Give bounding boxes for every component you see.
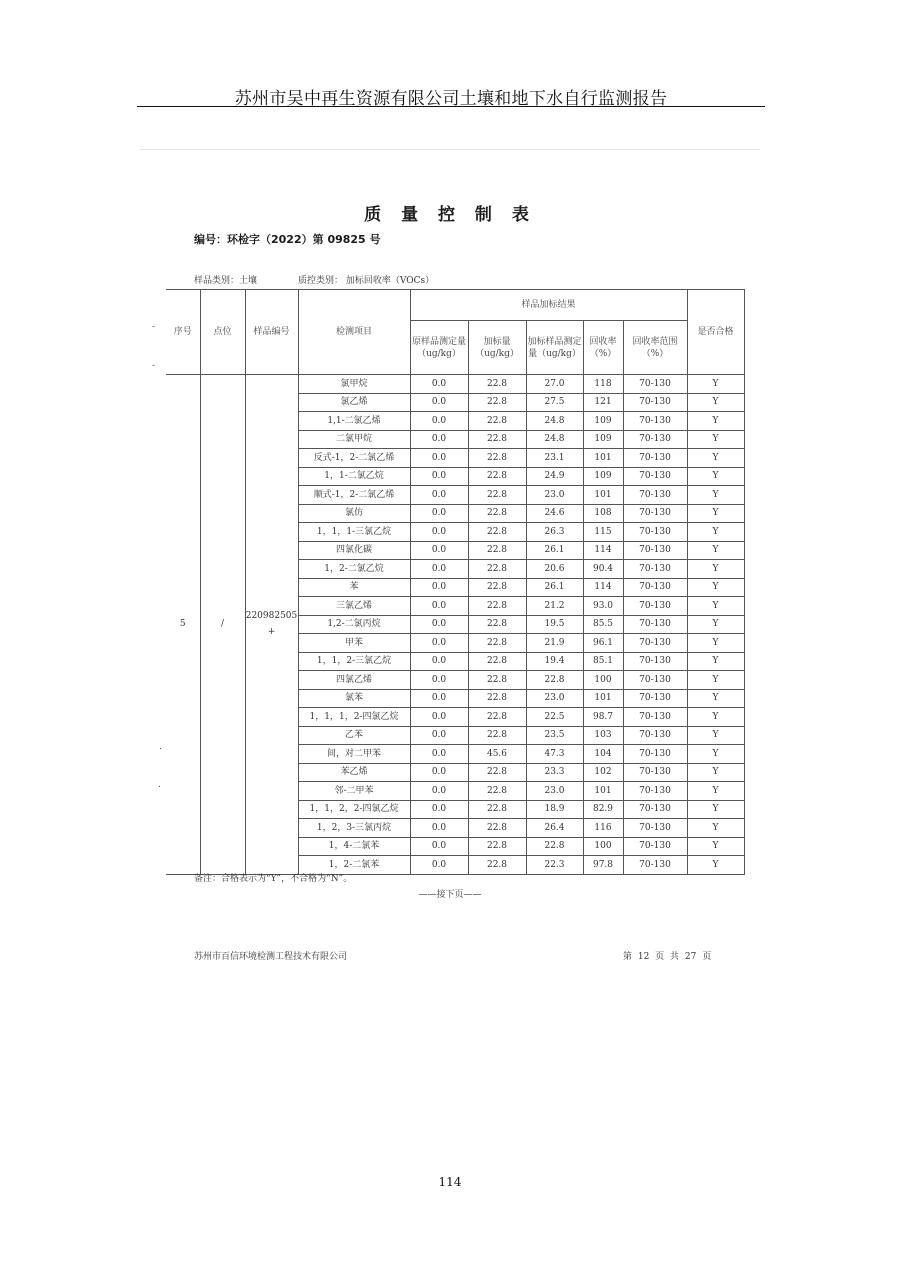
spike-cell: 22.8 (468, 486, 526, 505)
range-cell: 70-130 (623, 726, 687, 745)
pass-cell: Y (687, 856, 744, 875)
spiked-cell: 23.3 (526, 763, 583, 782)
header-spiked: 加标样品测定量（ug/kg） (526, 321, 583, 375)
original-cell: 0.0 (410, 560, 468, 579)
spike-cell: 22.8 (468, 578, 526, 597)
item-cell: 1,1-二氯乙烯 (298, 412, 410, 431)
item-cell: 乙苯 (298, 726, 410, 745)
recovery-cell: 114 (583, 578, 623, 597)
original-cell: 0.0 (410, 393, 468, 412)
pass-cell: Y (687, 486, 744, 505)
spike-cell: 22.8 (468, 541, 526, 560)
recovery-cell: 102 (583, 763, 623, 782)
item-cell: 甲苯 (298, 634, 410, 653)
recovery-cell: 108 (583, 504, 623, 523)
range-cell: 70-130 (623, 782, 687, 801)
pass-cell: Y (687, 597, 744, 616)
spiked-cell: 27.0 (526, 375, 583, 394)
spiked-cell: 22.8 (526, 671, 583, 690)
range-cell: 70-130 (623, 745, 687, 764)
spiked-cell: 23.5 (526, 726, 583, 745)
range-cell: 70-130 (623, 837, 687, 856)
pass-cell: Y (687, 430, 744, 449)
header-item: 检测项目 (298, 290, 410, 375)
spiked-cell: 22.5 (526, 708, 583, 727)
quality-control-table (166, 289, 745, 875)
spiked-cell: 23.0 (526, 486, 583, 505)
range-cell: 70-130 (623, 634, 687, 653)
spike-cell: 22.8 (468, 375, 526, 394)
item-cell: 1，2，3-三氯丙烷 (298, 819, 410, 838)
item-cell: 氯甲烷 (298, 375, 410, 394)
header-recovery: 回收率（%） (583, 321, 623, 375)
recovery-cell: 101 (583, 486, 623, 505)
seq-value: 5 (179, 619, 186, 630)
spike-cell: 22.8 (468, 523, 526, 542)
margin-mark: - (152, 322, 156, 332)
spike-cell: 22.8 (468, 763, 526, 782)
item-cell: 氯仿 (298, 504, 410, 523)
header-seq: 序号 (166, 290, 200, 375)
spiked-cell: 19.4 (526, 652, 583, 671)
item-cell: 三氯乙烯 (298, 597, 410, 616)
original-cell: 0.0 (410, 523, 468, 542)
item-cell: 氯乙烯 (298, 393, 410, 412)
range-cell: 70-130 (623, 819, 687, 838)
pass-cell: Y (687, 449, 744, 468)
pass-cell: Y (687, 726, 744, 745)
spiked-cell: 19.5 (526, 615, 583, 634)
footnote: 备注：合格表示为“Y”，不合格为“N”。 (194, 874, 353, 884)
spiked-cell: 26.1 (526, 541, 583, 560)
item-cell: 邻-二甲苯 (298, 782, 410, 801)
sample-id-cell (245, 375, 298, 875)
spiked-cell: 26.4 (526, 819, 583, 838)
range-cell: 70-130 (623, 597, 687, 616)
spiked-cell: 21.9 (526, 634, 583, 653)
spiked-cell: 27.5 (526, 393, 583, 412)
spike-cell: 22.8 (468, 597, 526, 616)
recovery-cell: 109 (583, 467, 623, 486)
spiked-cell: 23.0 (526, 689, 583, 708)
spike-cell: 22.8 (468, 671, 526, 690)
recovery-cell: 116 (583, 819, 623, 838)
item-cell: 苯乙烯 (298, 763, 410, 782)
pass-cell: Y (687, 800, 744, 819)
margin-mark: . (158, 780, 161, 790)
item-cell: 1，1-二氯乙烷 (298, 467, 410, 486)
original-cell: 0.0 (410, 819, 468, 838)
page-number: 114 (438, 1175, 462, 1189)
original-cell: 0.0 (410, 745, 468, 764)
recovery-cell: 114 (583, 541, 623, 560)
item-cell: 1，2-二氯苯 (298, 856, 410, 875)
seq-cell (166, 375, 200, 875)
range-cell: 70-130 (623, 449, 687, 468)
form-title: 质 量 控 制 表 (364, 205, 536, 225)
original-cell: 0.0 (410, 486, 468, 505)
recovery-cell: 103 (583, 726, 623, 745)
spike-cell: 22.8 (468, 708, 526, 727)
pass-cell: Y (687, 634, 744, 653)
spiked-cell: 20.6 (526, 560, 583, 579)
header-rule (137, 106, 765, 107)
spiked-cell: 24.8 (526, 412, 583, 431)
original-cell: 0.0 (410, 837, 468, 856)
spike-cell: 22.8 (468, 393, 526, 412)
recovery-cell: 100 (583, 671, 623, 690)
range-cell: 70-130 (623, 467, 687, 486)
recovery-cell: 82.9 (583, 800, 623, 819)
pass-cell: Y (687, 615, 744, 634)
pass-cell: Y (687, 782, 744, 801)
item-cell: 1，2-二氯乙烷 (298, 560, 410, 579)
pass-cell: Y (687, 467, 744, 486)
spiked-cell: 18.9 (526, 800, 583, 819)
range-cell: 70-130 (623, 560, 687, 579)
report-header: 苏州市吴中再生资源有限公司土壤和地下水自行监测报告 (234, 89, 668, 109)
pass-cell: Y (687, 819, 744, 838)
recovery-cell: 121 (583, 393, 623, 412)
recovery-cell: 100 (583, 837, 623, 856)
range-cell: 70-130 (623, 375, 687, 394)
range-cell: 70-130 (623, 430, 687, 449)
spike-cell: 22.8 (468, 689, 526, 708)
original-cell: 0.0 (410, 763, 468, 782)
margin-mark: - (152, 361, 156, 371)
recovery-cell: 93.0 (583, 597, 623, 616)
recovery-cell: 96.1 (583, 634, 623, 653)
original-cell: 0.0 (410, 800, 468, 819)
company-name: 苏州市百信环境检测工程技术有限公司 (194, 952, 348, 962)
spiked-cell: 26.1 (526, 578, 583, 597)
header-site: 点位 (200, 290, 245, 375)
range-cell: 70-130 (623, 708, 687, 727)
item-cell: 1，4-二氯苯 (298, 837, 410, 856)
spike-cell: 22.8 (468, 726, 526, 745)
spike-cell: 22.8 (468, 800, 526, 819)
original-cell: 0.0 (410, 671, 468, 690)
original-cell: 0.0 (410, 615, 468, 634)
original-cell: 0.0 (410, 430, 468, 449)
pass-cell: Y (687, 578, 744, 597)
range-cell: 70-130 (623, 523, 687, 542)
sample-id-suffix: + (267, 627, 276, 638)
continued-note: ——接下页—— (418, 890, 482, 900)
spike-cell: 22.8 (468, 467, 526, 486)
range-cell: 70-130 (623, 671, 687, 690)
header-spike-results: 样品加标结果 (410, 290, 687, 321)
range-cell: 70-130 (623, 578, 687, 597)
original-cell: 0.0 (410, 375, 468, 394)
item-cell: 1，1，2-三氯乙烷 (298, 652, 410, 671)
pass-cell: Y (687, 375, 744, 394)
pass-cell: Y (687, 689, 744, 708)
original-cell: 0.0 (410, 412, 468, 431)
spike-cell: 22.8 (468, 449, 526, 468)
recovery-cell: 118 (583, 375, 623, 394)
range-cell: 70-130 (623, 486, 687, 505)
sample-id-value: 220982505 (245, 611, 298, 622)
pass-cell: Y (687, 837, 744, 856)
recovery-cell: 98.7 (583, 708, 623, 727)
recovery-cell: 115 (583, 523, 623, 542)
pass-cell: Y (687, 745, 744, 764)
range-cell: 70-130 (623, 800, 687, 819)
spiked-cell: 22.3 (526, 856, 583, 875)
recovery-cell: 109 (583, 430, 623, 449)
spiked-cell: 22.8 (526, 837, 583, 856)
spike-cell: 22.8 (468, 560, 526, 579)
spike-cell: 22.8 (468, 782, 526, 801)
recovery-cell: 90.4 (583, 560, 623, 579)
original-cell: 0.0 (410, 726, 468, 745)
scan-edge-line (140, 149, 760, 150)
pass-cell: Y (687, 393, 744, 412)
pass-cell: Y (687, 523, 744, 542)
original-cell: 0.0 (410, 782, 468, 801)
report-number: 编号：环检字（2022）第 09825 号 (194, 233, 381, 246)
original-cell: 0.0 (410, 652, 468, 671)
pass-cell: Y (687, 763, 744, 782)
spiked-cell: 24.9 (526, 467, 583, 486)
item-cell: 苯 (298, 578, 410, 597)
qc-category: 质控类别： 加标回收率（VOCs） (298, 276, 435, 286)
pass-cell: Y (687, 560, 744, 579)
spike-cell: 22.8 (468, 837, 526, 856)
original-cell: 0.0 (410, 541, 468, 560)
header-original: 原样品测定量（ug/kg） (410, 321, 468, 375)
range-cell: 70-130 (623, 856, 687, 875)
spike-cell: 22.8 (468, 615, 526, 634)
recovery-cell: 101 (583, 782, 623, 801)
pass-cell: Y (687, 652, 744, 671)
original-cell: 0.0 (410, 634, 468, 653)
item-cell: 顺式-1，2-二氯乙烯 (298, 486, 410, 505)
item-cell: 1，1，2，2-四氯乙烷 (298, 800, 410, 819)
header-spike: 加标量（ug/kg） (468, 321, 526, 375)
recovery-cell: 97.8 (583, 856, 623, 875)
original-cell: 0.0 (410, 467, 468, 486)
item-cell: 二氯甲烷 (298, 430, 410, 449)
item-cell: 四氯乙烯 (298, 671, 410, 690)
spiked-cell: 21.2 (526, 597, 583, 616)
spike-cell: 45.6 (468, 745, 526, 764)
pass-cell: Y (687, 504, 744, 523)
sample-category: 样品类别：土壤 (194, 276, 258, 286)
recovery-cell: 85.5 (583, 615, 623, 634)
item-cell: 1，1，1，2-四氯乙烷 (298, 708, 410, 727)
spiked-cell: 23.0 (526, 782, 583, 801)
spiked-cell: 26.3 (526, 523, 583, 542)
recovery-cell: 104 (583, 745, 623, 764)
item-cell: 氯苯 (298, 689, 410, 708)
header-sample-id: 样品编号 (245, 290, 298, 375)
range-cell: 70-130 (623, 615, 687, 634)
spiked-cell: 24.8 (526, 430, 583, 449)
pass-cell: Y (687, 412, 744, 431)
recovery-cell: 101 (583, 449, 623, 468)
range-cell: 70-130 (623, 504, 687, 523)
original-cell: 0.0 (410, 689, 468, 708)
recovery-cell: 101 (583, 689, 623, 708)
original-cell: 0.0 (410, 708, 468, 727)
spiked-cell: 47.3 (526, 745, 583, 764)
spike-cell: 22.8 (468, 430, 526, 449)
original-cell: 0.0 (410, 449, 468, 468)
page-info: 第 12 页 共 27 页 (623, 952, 712, 962)
pass-cell: Y (687, 541, 744, 560)
table-row (166, 375, 744, 394)
spike-cell: 22.8 (468, 856, 526, 875)
pass-cell: Y (687, 671, 744, 690)
header-range: 回收率范围（%） (623, 321, 687, 375)
site-cell (200, 375, 245, 875)
item-cell: 1，1，1-三氯乙烷 (298, 523, 410, 542)
original-cell: 0.0 (410, 504, 468, 523)
margin-mark: . (159, 742, 162, 752)
header-pass: 是否合格 (687, 290, 744, 375)
spike-cell: 22.8 (468, 634, 526, 653)
range-cell: 70-130 (623, 541, 687, 560)
original-cell: 0.0 (410, 856, 468, 875)
item-cell: 反式-1，2-二氯乙烯 (298, 449, 410, 468)
recovery-cell: 85.1 (583, 652, 623, 671)
item-cell: 1,2-二氯丙烷 (298, 615, 410, 634)
range-cell: 70-130 (623, 763, 687, 782)
range-cell: 70-130 (623, 652, 687, 671)
table-body (166, 375, 744, 875)
recovery-cell: 109 (583, 412, 623, 431)
item-cell: 间，对二甲苯 (298, 745, 410, 764)
spiked-cell: 23.1 (526, 449, 583, 468)
range-cell: 70-130 (623, 412, 687, 431)
spike-cell: 22.8 (468, 412, 526, 431)
original-cell: 0.0 (410, 597, 468, 616)
range-cell: 70-130 (623, 689, 687, 708)
original-cell: 0.0 (410, 578, 468, 597)
spike-cell: 22.8 (468, 504, 526, 523)
range-cell: 70-130 (623, 393, 687, 412)
spike-cell: 22.8 (468, 652, 526, 671)
spiked-cell: 24.6 (526, 504, 583, 523)
item-cell: 四氯化碳 (298, 541, 410, 560)
site-value: / (220, 619, 225, 630)
pass-cell: Y (687, 708, 744, 727)
spike-cell: 22.8 (468, 819, 526, 838)
